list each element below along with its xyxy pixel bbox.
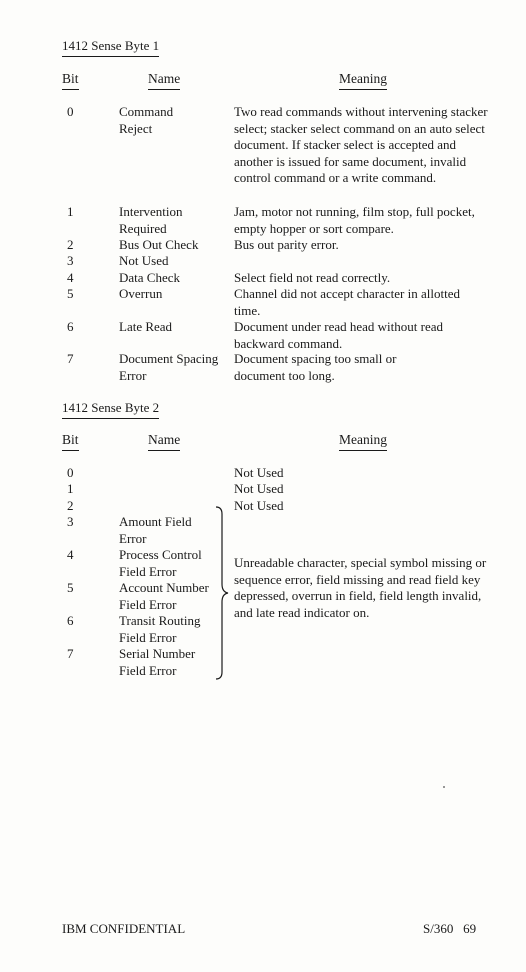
field-name: Overrun (119, 286, 163, 301)
bit-number: 2 (67, 498, 74, 513)
section1-bit-header: Bit (62, 71, 79, 90)
field-name: Transit Routing Field Error (119, 613, 201, 645)
bit-number: 4 (67, 270, 74, 285)
bit-number: 5 (67, 286, 74, 301)
bit-number: 3 (67, 514, 74, 529)
section2-bit-header: Bit (62, 432, 79, 451)
bit-number: 2 (67, 237, 74, 252)
field-name: Bus Out Check (119, 237, 199, 252)
field-name: Document Spacing Error (119, 351, 219, 383)
field-name: Amount Field Error (119, 514, 192, 546)
bit-number: 5 (67, 580, 74, 595)
section2-title: 1412 Sense Byte 2 (62, 400, 159, 419)
field-name: Process Control Field Error (119, 547, 202, 579)
bit-number: 6 (67, 613, 74, 628)
field-meaning: Not Used (234, 498, 284, 513)
field-meaning: Bus out parity error. (234, 237, 339, 252)
field-meaning: Document spacing too small or document too long. (234, 351, 397, 383)
field-name: Not Used (119, 253, 169, 268)
field-name: Serial Number Field Error (119, 646, 196, 678)
bit-number: 0 (67, 465, 74, 480)
bit-number: 7 (67, 646, 74, 661)
field-meaning: Jam, motor not running, film stop, full pocket, empty hopper or sort compare. (234, 204, 475, 236)
bit-number: 1 (67, 204, 74, 219)
bit-number: 0 (67, 104, 74, 119)
field-meaning: Select field not read correctly. (234, 270, 391, 285)
field-meaning: Document under read head without read backward command. (234, 319, 444, 351)
field-name: Data Check (119, 270, 181, 285)
section1-name-header: Name (148, 71, 180, 90)
footer-confidential: IBM CONFIDENTIAL (62, 921, 186, 936)
field-meaning: Channel did not accept character in allotted time. (234, 286, 460, 318)
bit-number: 6 (67, 319, 74, 334)
right-brace-icon (214, 506, 232, 680)
bit-number: 3 (67, 253, 74, 268)
scan-speck (443, 786, 445, 788)
bit-number: 1 (67, 481, 74, 496)
bit-number: 4 (67, 547, 74, 562)
shared-meaning-text: Unreadable character, special symbol missing or sequence error, field missing and read field key depressed, overrun in field, field length invalid, and late read indicator on. (234, 555, 487, 620)
field-meaning: Not Used (234, 481, 284, 496)
section1-meaning-header: Meaning (339, 71, 387, 90)
field-meaning: Not Used (234, 465, 284, 480)
field-name: Intervention Required (119, 204, 183, 236)
section1-title: 1412 Sense Byte 1 (62, 38, 159, 57)
field-meaning: Two read commands without intervening stacker select; stacker select command on an auto select document. If stacker select is accepted and another is issued for same document, invalid control command or a write command. (234, 104, 488, 185)
bit-number: 7 (67, 351, 74, 366)
section2-name-header: Name (148, 432, 180, 451)
footer-page-number: S/360 69 (423, 921, 477, 936)
field-name: Account Number Field Error (119, 580, 209, 612)
section2-meaning-header: Meaning (339, 432, 387, 451)
field-name: Command Reject (119, 104, 174, 136)
field-name: Late Read (119, 319, 173, 334)
